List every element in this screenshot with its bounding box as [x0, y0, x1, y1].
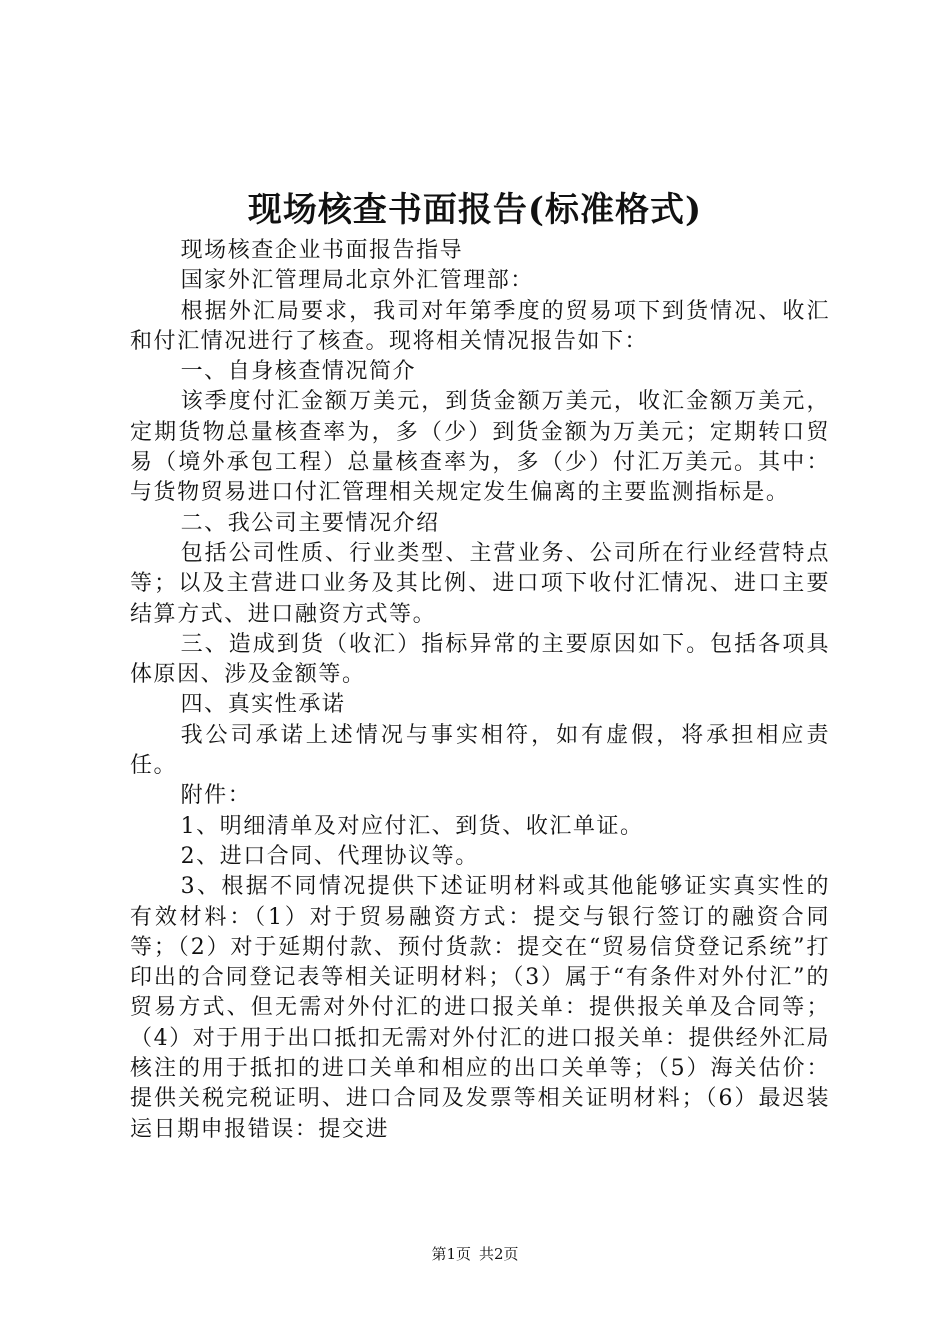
page-number: 第1页	[431, 1245, 471, 1263]
attachments-heading: 附件：	[180, 783, 252, 809]
document-body	[130, 236, 830, 1145]
paragraph-recipient: 国家外汇管理局北京外汇管理部：	[180, 268, 534, 294]
paragraph-subtitle: 现场核查企业书面报告指导	[180, 238, 464, 263]
document-title: 现场核查书面报告(标准格式)	[247, 190, 703, 230]
paragraph-section-3: 三、造成到货（收汇）指标异常的主要原因如下。包括各项具体原因、涉及金额等。	[130, 631, 830, 688]
page-footer	[0, 1244, 950, 1264]
paragraph-intro: 根据外汇局要求，我司对年第季度的贸易项下到货情况、收汇和付汇情况进行了核查。现将相关情况报告如下：	[130, 298, 830, 354]
attachment-item-3: 3、根据不同情况提供下述证明材料或其他能够证实真实性的有效材料：（1）对于贸易融资方式：提交与银行签订的融资合同等；（2）对于延期付款、预付货款：提交在“贸易信贷登记系统”打印出的合同登记表等相关证明材料；（3）属于“有条件对外付汇”的贸易方式、但无需对外付汇的进口报关单：提供报关单及合同等；（4）对于用于出口抵扣无需对外付汇的进口报关单：提供经外汇局核注的用于抵扣的进口关单和相应的出口关单等；（5）海关估价：提供关税完税证明、进口合同及发票等相关证明材料；（6）最迟装运日期申报错误：提交进	[130, 874, 830, 1142]
section-heading-2: 二、我公司主要情况介绍	[180, 510, 440, 536]
paragraph-section-2: 包括公司性质、行业类型、主营业务、公司所在行业经营特点等；以及主营进口业务及其比例、进口项下收付汇情况、进口主要结算方式、进口融资方式等。	[130, 540, 830, 627]
attachment-item-2: 2、进口合同、代理协议等。	[180, 843, 479, 869]
section-heading-4: 四、真实性承诺	[180, 692, 346, 718]
page-total: 共2页	[479, 1245, 519, 1263]
paragraph-section-1: 该季度付汇金额万美元，到货金额万美元，收汇金额万美元，定期货物总量核查率为，多（少）到货金额为万美元；定期转口贸易（境外承包工程）总量核查率为，多（少）付汇万美元。其中：与货物贸易进口付汇管理相关规定发生偏离的主要监测指标是。	[130, 389, 830, 506]
paragraph-section-4: 我公司承诺上述情况与事实相符，如有虚假，将承担相应责任。	[130, 722, 830, 779]
attachment-item-1: 1、明细清单及对应付汇、到货、收汇单证。	[180, 813, 644, 839]
section-heading-1: 一、自身核查情况简介	[180, 359, 417, 385]
